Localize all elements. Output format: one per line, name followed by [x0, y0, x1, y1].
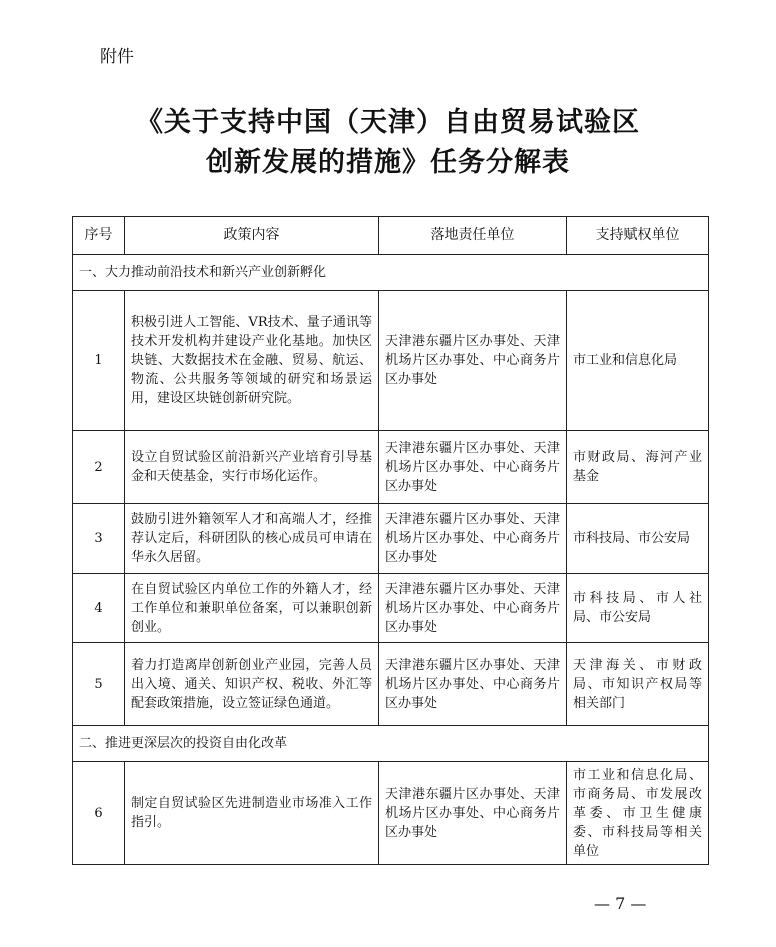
attachment-label: 附件 — [100, 47, 134, 67]
responsible-cell: 天津港东疆片区办事处、天津机场片区办事处、中心商务片区办事处 — [379, 643, 567, 726]
support-cell: 市工业和信息化局 — [567, 291, 709, 431]
table-row — [73, 291, 709, 431]
header-index: 序号 — [73, 217, 125, 255]
table-row — [73, 643, 709, 726]
table-row — [73, 431, 709, 504]
support-cell: 市科技局、市公安局 — [567, 504, 709, 574]
row-number: 6 — [73, 762, 125, 865]
support-cell: 市科技局、市人社局、市公安局 — [567, 574, 709, 643]
row-number: 1 — [73, 291, 125, 431]
table-row — [73, 762, 709, 865]
document-title-line1: 《关于支持中国（天津）自由贸易试验区 — [136, 107, 640, 138]
row-number: 2 — [73, 431, 125, 504]
row-number: 5 — [73, 643, 125, 726]
support-cell: 市财政局、海河产业基金 — [567, 431, 709, 504]
responsible-cell: 天津港东疆片区办事处、天津机场片区办事处、中心商务片区办事处 — [379, 431, 567, 504]
page-number: — 7 — — [594, 894, 647, 913]
table-row — [73, 574, 709, 643]
row-number: 3 — [73, 504, 125, 574]
header-support: 支持赋权单位 — [567, 217, 709, 255]
policy-cell: 设立自贸试验区前沿新兴产业培育引导基金和天使基金，实行市场化运作。 — [125, 431, 379, 504]
policy-cell: 制定自贸试验区先进制造业市场准入工作指引。 — [125, 762, 379, 865]
policy-cell: 在自贸试验区内单位工作的外籍人才，经工作单位和兼职单位备案，可以兼职创新创业。 — [125, 574, 379, 643]
document-title-line2: 创新发展的措施》任务分解表 — [206, 147, 570, 178]
policy-cell: 着力打造离岸创新创业产业园，完善人员出入境、通关、知识产权、税收、外汇等配套政策措施，设立签证绿色通道。 — [125, 643, 379, 726]
policy-cell: 积极引进人工智能、VR技术、量子通讯等技术开发机构并建设产业化基地。加快区块链、大数据技术在金融、贸易、航运、物流、公共服务等领域的研究和场景运用，建设区块链创新研究院。 — [125, 291, 379, 431]
responsible-cell: 天津港东疆片区办事处、天津机场片区办事处、中心商务片区办事处 — [379, 762, 567, 865]
section-row — [73, 255, 709, 291]
section-heading-2: 二、推进更深层次的投资自由化改革 — [73, 726, 709, 762]
section-row — [73, 726, 709, 762]
policy-cell: 鼓励引进外籍领军人才和高端人才，经推荐认定后，科研团队的核心成员可申请在华永久居留。 — [125, 504, 379, 574]
task-breakdown-table — [72, 216, 709, 865]
responsible-cell: 天津港东疆片区办事处、天津机场片区办事处、中心商务片区办事处 — [379, 291, 567, 431]
table-row — [73, 504, 709, 574]
table-header-row — [73, 217, 709, 255]
support-cell: 天津海关、市财政局、市知识产权局等相关部门 — [567, 643, 709, 726]
responsible-cell: 天津港东疆片区办事处、天津机场片区办事处、中心商务片区办事处 — [379, 574, 567, 643]
support-cell: 市工业和信息化局、市商务局、市发展改革委、市卫生健康委、市科技局等相关单位 — [567, 762, 709, 865]
header-responsible: 落地责任单位 — [379, 217, 567, 255]
row-number: 4 — [73, 574, 125, 643]
header-policy: 政策内容 — [125, 217, 379, 255]
responsible-cell: 天津港东疆片区办事处、天津机场片区办事处、中心商务片区办事处 — [379, 504, 567, 574]
section-heading-1: 一、大力推动前沿技术和新兴产业创新孵化 — [73, 255, 709, 291]
